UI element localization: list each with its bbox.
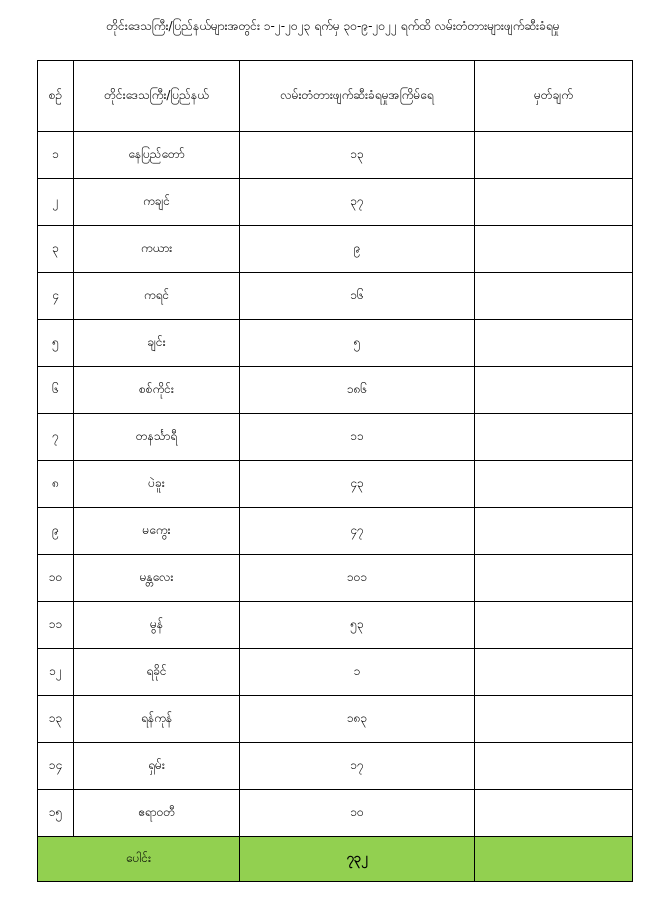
table-row [38, 273, 633, 320]
cell-region: ဧရာဝတီ [74, 790, 240, 837]
cell-region: ရခိုင် [74, 649, 240, 696]
cell-remark [475, 790, 633, 837]
table-header [38, 61, 633, 132]
cell-remark [475, 226, 633, 273]
cell-no: ၄ [38, 273, 74, 320]
cell-region: ကချင် [74, 179, 240, 226]
cell-region: ကယား [74, 226, 240, 273]
cell-count: ၁၆ [240, 273, 475, 320]
cell-count: ၁၈၆ [240, 367, 475, 414]
table-row [38, 414, 633, 461]
table-row [38, 132, 633, 179]
cell-remark [475, 179, 633, 226]
table-row [38, 602, 633, 649]
cell-count: ၄၇ [240, 508, 475, 555]
table-row [38, 743, 633, 790]
table-row [38, 649, 633, 696]
cell-no: ၁ [38, 132, 74, 179]
total-row [38, 837, 633, 882]
table-row [38, 320, 633, 367]
cell-remark [475, 273, 633, 320]
cell-no: ၁၁ [38, 602, 74, 649]
cell-region: ကရင် [74, 273, 240, 320]
table-body [38, 132, 633, 882]
cell-no: ၈ [38, 461, 74, 508]
header-no: စဉ် [38, 61, 74, 132]
cell-region: မကွေး [74, 508, 240, 555]
cell-remark [475, 602, 633, 649]
cell-no: ၅ [38, 320, 74, 367]
total-remark [475, 837, 633, 882]
cell-no: ၉ [38, 508, 74, 555]
header-count: လမ်းတံတားဖျက်ဆီးခံရမှုအကြိမ်ရေ [240, 61, 475, 132]
cell-count: ၄၃ [240, 461, 475, 508]
cell-region: ရန်ကုန် [74, 696, 240, 743]
cell-remark [475, 649, 633, 696]
header-row [38, 61, 633, 132]
cell-region: တနင်္သာရီ [74, 414, 240, 461]
cell-no: ၁၃ [38, 696, 74, 743]
cell-no: ၇ [38, 414, 74, 461]
cell-remark [475, 320, 633, 367]
cell-no: ၃ [38, 226, 74, 273]
cell-no: ၂ [38, 179, 74, 226]
cell-remark [475, 414, 633, 461]
cell-no: ၁၅ [38, 790, 74, 837]
table-row [38, 696, 633, 743]
cell-region: ပဲခူး [74, 461, 240, 508]
table-row [38, 226, 633, 273]
cell-region: စစ်ကိုင်း [74, 367, 240, 414]
cell-region: ရှမ်း [74, 743, 240, 790]
total-value: ၇၃၂ [240, 837, 475, 882]
cell-remark [475, 555, 633, 602]
table-row [38, 555, 633, 602]
cell-remark [475, 508, 633, 555]
table-row [38, 461, 633, 508]
document-title: တိုင်းဒေသကြီး/ပြည်နယ်များအတွင်း ၁-၂-၂၀၂၃ ရက်မှ ၃၀-၉-၂၀၂၂ ရက်ထိ လမ်းတံတားများဖျက်ဆီးခံရမှု [106, 19, 560, 33]
cell-count: ၅၃ [240, 602, 475, 649]
header-region: တိုင်းဒေသကြီး/ပြည်နယ် [74, 61, 240, 132]
header-remark: မှတ်ချက် [475, 61, 633, 132]
cell-no: ၁၂ [38, 649, 74, 696]
cell-remark [475, 132, 633, 179]
table-row [38, 508, 633, 555]
cell-remark [475, 461, 633, 508]
cell-count: ၁၀ [240, 790, 475, 837]
cell-count: ၅ [240, 320, 475, 367]
cell-no: ၁၄ [38, 743, 74, 790]
cell-count: ၁၈၃ [240, 696, 475, 743]
cell-no: ၁၀ [38, 555, 74, 602]
table-row [38, 179, 633, 226]
table-row [38, 790, 633, 837]
cell-count: ၉ [240, 226, 475, 273]
cell-count: ၁၇ [240, 743, 475, 790]
cell-region: မွန် [74, 602, 240, 649]
cell-count: ၁၁ [240, 414, 475, 461]
table-row [38, 367, 633, 414]
cell-region: ချင်း [74, 320, 240, 367]
report-table [37, 60, 633, 882]
cell-count: ၁၃ [240, 132, 475, 179]
cell-remark [475, 743, 633, 790]
cell-remark [475, 696, 633, 743]
cell-count: ၁ [240, 649, 475, 696]
cell-count: ၁၀၁ [240, 555, 475, 602]
total-label: ပေါင်း [38, 837, 240, 882]
cell-count: ၃၇ [240, 179, 475, 226]
cell-remark [475, 367, 633, 414]
cell-no: ၆ [38, 367, 74, 414]
cell-region: မန္တလေး [74, 555, 240, 602]
cell-region: နေပြည်တော် [74, 132, 240, 179]
